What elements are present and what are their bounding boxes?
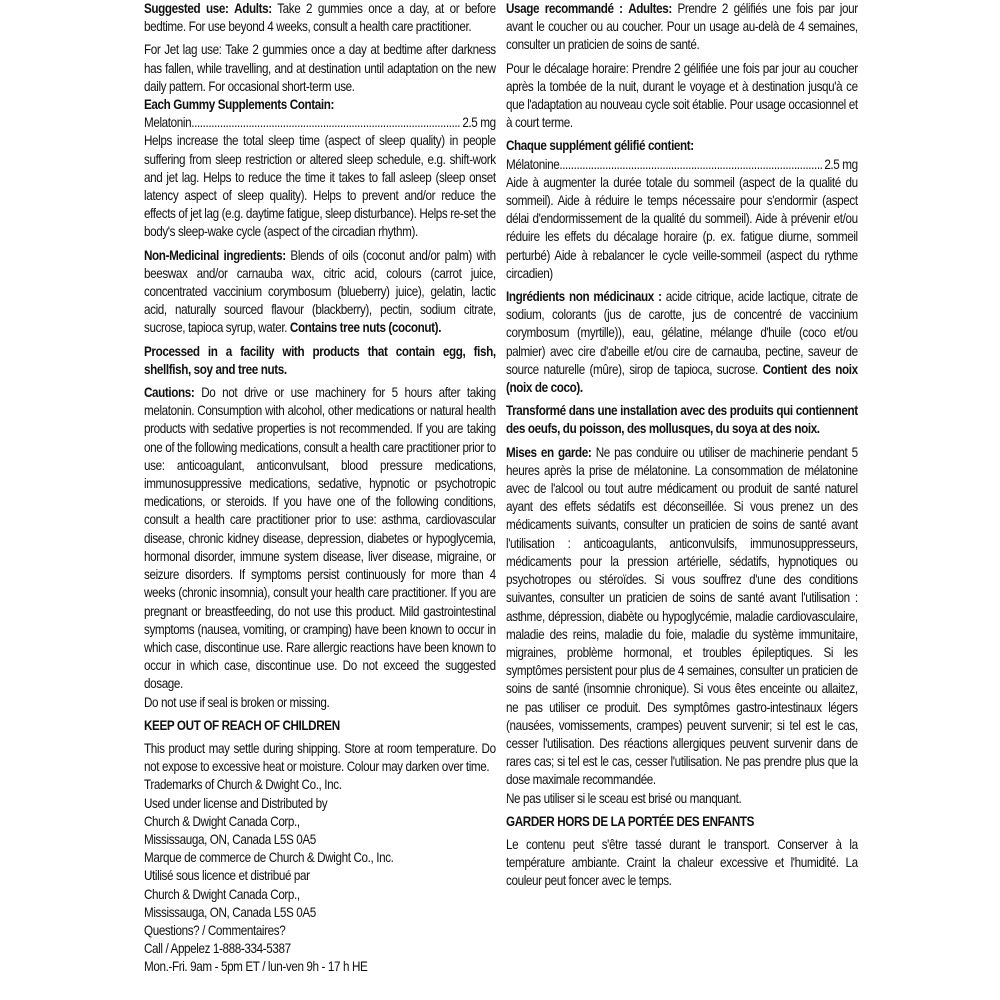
footer-line: Used under license and Distributed by	[144, 795, 328, 811]
en-ingredient-amount: 2.5 mg	[462, 115, 496, 131]
fr-settle-notice: Le contenu peut s'être tassé durant le transport. Conserver à la température ambiante. Craint la chaleur excessive et l'humidité. La couleur peut foncer avec le temps.	[506, 836, 858, 889]
french-column	[506, 0, 858, 891]
fr-non-medicinal	[506, 288, 858, 397]
footer-line: Marque de commerce de Church & Dwight Co., Inc.	[144, 850, 394, 866]
fr-seal-warning: Ne pas utiliser si le sceau est brisé ou manquant.	[506, 790, 742, 806]
fr-facility-statement: Transformé dans une installation avec des produits qui contiennent des oeufs, du poisson, des mollusques, du soya at des noix.	[506, 403, 858, 437]
en-nmi-text: Blends of oils (coconut and/or palm) with beeswax and/or carnauba wax, citric acid, colours (carrot juice, concentrated vaccinium corymbosum (blueberry) juice), gelatin, lactic acid, naturally sourced flavour (blackberry), pectin, sodium citrate, sucrose, tapioca syrup, water.	[144, 247, 496, 336]
en-cautions-text: Do not drive or use machinery for 5 hours after taking melatonin. Consumption with alcohol, other medications or natural health products with sedative properties is not recommended. If you are taking one of the following medications, consult a health care practitioner prior to use: anticoagulant, anticonvulsant, blood pressure medications, immunosuppressive medications, sedative, hypnotic or psychotropic medications, or steroids. If you have one of the following conditions, consult a health care practitioner prior to use: asthma, cardiovascular disease, chronic kidney disease, depression, diabetes or hypoglycemia, hormonal disorder, immune system disease, liver disease, migraine, or seizure disorders. If symptoms persist continuously for more than 4 weeks (chronic insomnia), consult your health care practitioner. If you are pregnant or breastfeeding, do not use this product. Mild gastrointestinal symptoms (nausea, vomiting, or cramping) have been known to occur in which case, discontinue use. Rare allergic reactions have been known to occur in which case, discontinue use. Do not exceed the suggested dosage.	[144, 385, 496, 692]
en-claims: Helps increase the total sleep time (aspect of sleep quality) in people suffering from sleep restriction or altered sleep schedule, e.g. shift-work and jet lag. Helps to reduce the time it takes to fall asleep (sleep onset latency aspect of sleep quality). Helps to prevent and/or reduce the effects of jet lag (e.g. daytime fatigue, sleep disturbance). Helps re-set the body's sleep-wake cycle (aspect of the circadian rhythm).	[144, 133, 496, 240]
en-nmi-label: Non-Medicinal ingredients:	[144, 247, 286, 263]
en-ingredient-leader	[191, 114, 460, 132]
fr-ingredient-row	[506, 156, 858, 174]
fr-ingredient-leader	[559, 156, 822, 174]
en-cautions-label: Cautions:	[144, 385, 195, 401]
footer-line: Trademarks of Church & Dwight Co., Inc.	[144, 777, 342, 793]
en-footer	[144, 776, 496, 976]
fr-cautions-text: Ne pas conduire ou utiliser de machinerie pendant 5 heures après la prise de mélatonine. La consommation de mélatonine avec de l'alcool ou tout autre médicament ou produit de santé naturel ayant des effets sédatifs est déconseillée. Si vous prenez un des médicaments suivants, consulter un praticien de soins de santé avant l'utilisation : anticoagulants, anticonvulsifs, immunosuppresseurs, médicaments pour la pression artérielle, sédatifs, hypnotiques ou psychotropes ou stéroïdes. Si vous souffrez d'une des conditions suivantes, consulter un praticien de soins de santé avant l'utilisation : asthme, dépression, diabète ou hypoglycémie, maladie cardiovasculaire, maladie des reins, maladie du foie, maladie du système immunitaire, migraines, problème hormonal, et troubles épileptiques. Si les symptômes persistent pour plus de 4 semaines, consulter un praticien de soins de santé (insomnie chronique). Si vous êtes enceinte ou allaitez, ne pas utiliser ce produit. Des symptômes gastro-intestinaux légers (nausées, vomissements, crampes) peuvent survenir; si tel est le cas, cesser l'utilisation. Des réactions allergiques peuvent survenir dans de rares cas; si tel est le cas, cesser l'utilisation. Ne pas prendre plus que la dose maximale recommandée.	[506, 444, 858, 788]
en-jet-lag: For Jet lag use: Take 2 gummies once a day at bedtime after darkness has fallen, while travelling, and at destination until adaptation on the new daily pattern. For occasional short-term use.	[144, 42, 496, 94]
en-ingredient-name: Melatonin	[144, 115, 192, 131]
fr-nmi-text: acide citrique, acide lactique, citrate de sodium, colorants (jus de carotte, jus de concentré de vaccinium corymbosum (myrtille)), eau, gélatine, mélange d'huile (coco et/ou palmier) avec cire d'abeille et/ou cire de carnauba, pectine, saveur de source naturelle (mûre), sirop de tapioca, sucrose.	[506, 289, 858, 377]
en-each-gummy-heading: Each Gummy Supplements Contain:	[144, 97, 335, 113]
footer-line: Call / Appelez 1-888-334-5387	[144, 941, 291, 957]
fr-usage	[506, 0, 858, 55]
en-seal-warning: Do not use if seal is broken or missing.	[144, 694, 330, 710]
fr-nmi-label: Ingrédients non médicinaux :	[506, 289, 662, 305]
en-non-medicinal	[144, 247, 496, 338]
english-column	[144, 0, 496, 977]
fr-ingredient-name: Mélatonine	[506, 156, 560, 172]
en-suggested-use-label: Suggested use:	[144, 1, 229, 16]
en-settle-notice: This product may settle during shipping. Store at room temperature. Do not expose to excessive heat or moisture. Colour may darken over time.	[144, 740, 496, 775]
fr-cautions-label: Mises en garde:	[506, 444, 592, 460]
fr-adults-label: Adultes:	[628, 1, 672, 16]
en-cautions	[144, 384, 496, 693]
fr-usage-label: Usage recommandé :	[506, 1, 623, 16]
fr-keep-out-heading: GARDER HORS DE LA PORTÉE DES ENFANTS	[506, 813, 755, 829]
en-keep-out-heading: KEEP OUT OF REACH OF CHILDREN	[144, 717, 340, 733]
fr-cautions	[506, 444, 858, 790]
footer-line: Mississauga, ON, Canada L5S 0A5	[144, 904, 316, 920]
footer-line: Utilisé sous licence et distribué par	[144, 868, 310, 884]
en-adults-label: Adults:	[234, 1, 272, 16]
footer-line: Mississauga, ON, Canada L5S 0A5	[144, 831, 316, 847]
footer-line: Church & Dwight Canada Corp.,	[144, 886, 300, 902]
en-suggested-use-text: Take 2 gummies once a day, at or before bedtime. For use beyond 4 weeks, consult a health care practitioner.	[144, 1, 496, 35]
en-suggested-use	[144, 0, 496, 36]
fr-ingredient-amount: 2.5 mg	[824, 156, 858, 172]
footer-line: Mon.-Fri. 9am - 5pm ET / lun-ven 9h - 17 h HE	[144, 959, 368, 975]
fr-usage-text: Prendre 2 gélifiés une fois par jour avant le coucher ou au coucher. Pour un usage au-delà de 4 semaines, consulter un praticien de soins de santé.	[506, 1, 858, 53]
fr-claims: Aide à augmenter la durée totale du sommeil (aspect de la qualité du sommeil). Aide à réduire le temps nécessaire pour s'endormir (aspect délai d'endormissement de la qualité du sommeil). Aide à prévenir et/ou réduire les effets du décalage horaire (p. ex. fatigue diurne, sommeil perturbé) Aide à rebalancer le cycle veille-sommeil (aspect du rythme circadien)	[506, 174, 858, 281]
footer-line: Church & Dwight Canada Corp.,	[144, 813, 300, 829]
footer-line: Questions? / Commentaires?	[144, 922, 286, 938]
fr-each-heading: Chaque supplément gélifié contient:	[506, 138, 694, 154]
fr-jet-lag: Pour le décalage horaire: Prendre 2 gélifiée une fois par jour au coucher après la tombée de la nuit, durant le voyage et à destination jusqu'à ce que l'adaptation au nouveau cycle soit établie. Pour usage occasionnel et à court terme.	[506, 60, 858, 131]
en-ingredient-row	[144, 114, 496, 132]
en-nmi-bold-tail: Contains tree nuts (coconut).	[289, 320, 442, 336]
fr-nmi-bold-tail: Contient des noix (noix de coco).	[506, 361, 858, 396]
en-facility-statement: Processed in a facility with products that contain egg, fish, shellfish, soy and tree nuts.	[144, 343, 496, 377]
